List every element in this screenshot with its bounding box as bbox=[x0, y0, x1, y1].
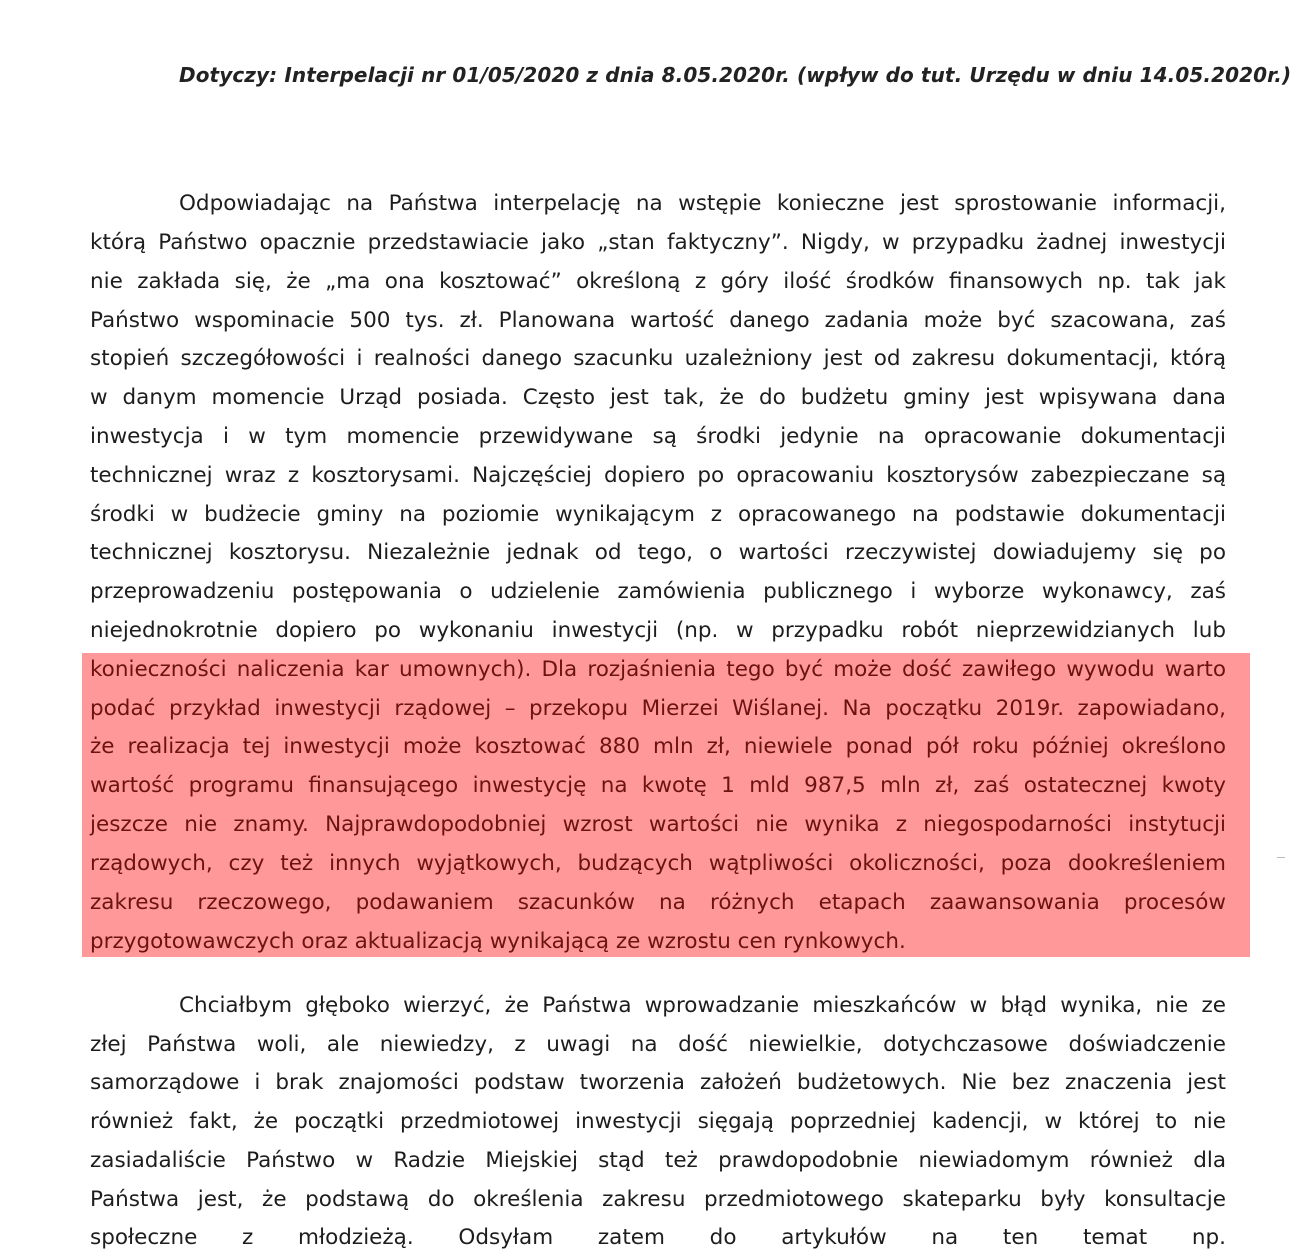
highlighted-line: rządowych, czy też innych wyjątkowych, budzących wątpliwości okoliczności, poza dookreśleniem bbox=[90, 851, 1226, 876]
highlighted-line: jeszcze nie znamy. Najprawdopodobniej wzrost wartości nie wynika z niegospodarności instytucji bbox=[90, 812, 1226, 837]
text-line: niejednokrotnie dopiero po wykonaniu inwestycji (np. w przypadku robót nieprzewidzianych lub bbox=[90, 618, 1226, 643]
text-line: Chciałbym głęboko wierzyć, że Państwa wprowadzanie mieszkańców w błąd wynika, nie ze bbox=[179, 993, 1226, 1018]
text-line: inwestycja i w tym momencie przewidywane są środki jedynie na opracowanie dokumentacji bbox=[90, 424, 1226, 449]
text-line: społeczne z młodzieżą. Odsyłam zatem do artykułów na ten temat np. bbox=[90, 1225, 1226, 1250]
highlighted-line: wartość programu finansującego inwestycję na kwotę 1 mld 987,5 mln zł, zaś ostatecznej kwoty bbox=[90, 773, 1226, 798]
text-line: złej Państwa woli, ale niewiedzy, z uwagi na dość niewielkie, dotychczasowe doświadczenie bbox=[90, 1032, 1226, 1057]
text-line: technicznej wraz z kosztorysami. Najczęściej dopiero po opracowaniu kosztorysów zabezpieczane są bbox=[90, 463, 1226, 488]
highlighted-line: podać przykład inwestycji rządowej – przekopu Mierzei Wiślanej. Na początku 2019r. zapowiadano, bbox=[90, 696, 1226, 721]
text-line: stopień szczegółowości i realności danego szacunku uzależniony jest od zakresu dokumentacji, którą bbox=[90, 346, 1226, 371]
subject-line: Dotyczy: Interpelacji nr 01/05/2020 z dnia 8.05.2020r. (wpływ do tut. Urzędu w dniu 14.05.2020r.) bbox=[179, 63, 1292, 87]
text-line: technicznej kosztorysu. Niezależnie jednak od tego, o wartości rzeczywistej dowiadujemy się po bbox=[90, 540, 1226, 565]
text-line: środki w budżecie gminy na poziomie wynikającym z opracowanego na podstawie dokumentacji bbox=[90, 502, 1226, 527]
highlighted-line: zakresu rzeczowego, podawaniem szacunków na różnych etapach zaawansowania procesów bbox=[90, 890, 1226, 915]
text-line: Państwo wspominacie 500 tys. zł. Planowana wartość danego zadania może być szacowana, zaś bbox=[90, 308, 1226, 333]
highlighted-line: że realizacja tej inwestycji może kosztować 880 mln zł, niewiele ponad pół roku później określono bbox=[90, 734, 1226, 759]
text-line: Odpowiadając na Państwa interpelację na wstępie konieczne jest sprostowanie informacji, bbox=[179, 191, 1226, 216]
text-line: zasiadaliście Państwo w Radzie Miejskiej stąd też prawdopodobnie niewiadomym również dla bbox=[90, 1148, 1226, 1173]
text-line: również fakt, że początki przedmiotowej inwestycji sięgają poprzedniej kadencji, w której to nie bbox=[90, 1109, 1226, 1134]
text-line: przeprowadzeniu postępowania o udzielenie zamówienia publicznego i wyborze wykonawcy, zaś bbox=[90, 579, 1226, 604]
text-line: samorządowe i brak znajomości podstaw tworzenia założeń budżetowych. Nie bez znaczenia jest bbox=[90, 1070, 1226, 1095]
text-line: którą Państwo opacznie przedstawiacie jako „stan faktyczny”. Nigdy, w przypadku żadnej inwestycji bbox=[90, 230, 1226, 255]
highlighted-line: konieczności naliczenia kar umownych). Dla rozjaśnienia tego być może dość zawiłego wywodu warto bbox=[90, 657, 1226, 682]
text-line: w danym momencie Urząd posiada. Często jest tak, że do budżetu gminy jest wpisywana dana bbox=[90, 385, 1226, 410]
highlighted-line: przygotowawczych oraz aktualizacją wynikającą ze wzrostu cen rynkowych. bbox=[90, 929, 906, 954]
text-line: nie zakłada się, że „ma ona kosztować” określoną z góry ilość środków finansowych np. tak jak bbox=[90, 269, 1226, 294]
text-line: Państwa jest, że podstawą do określenia zakresu przedmiotowego skateparku były konsultacje bbox=[90, 1187, 1226, 1212]
scan-mark bbox=[1277, 857, 1285, 858]
